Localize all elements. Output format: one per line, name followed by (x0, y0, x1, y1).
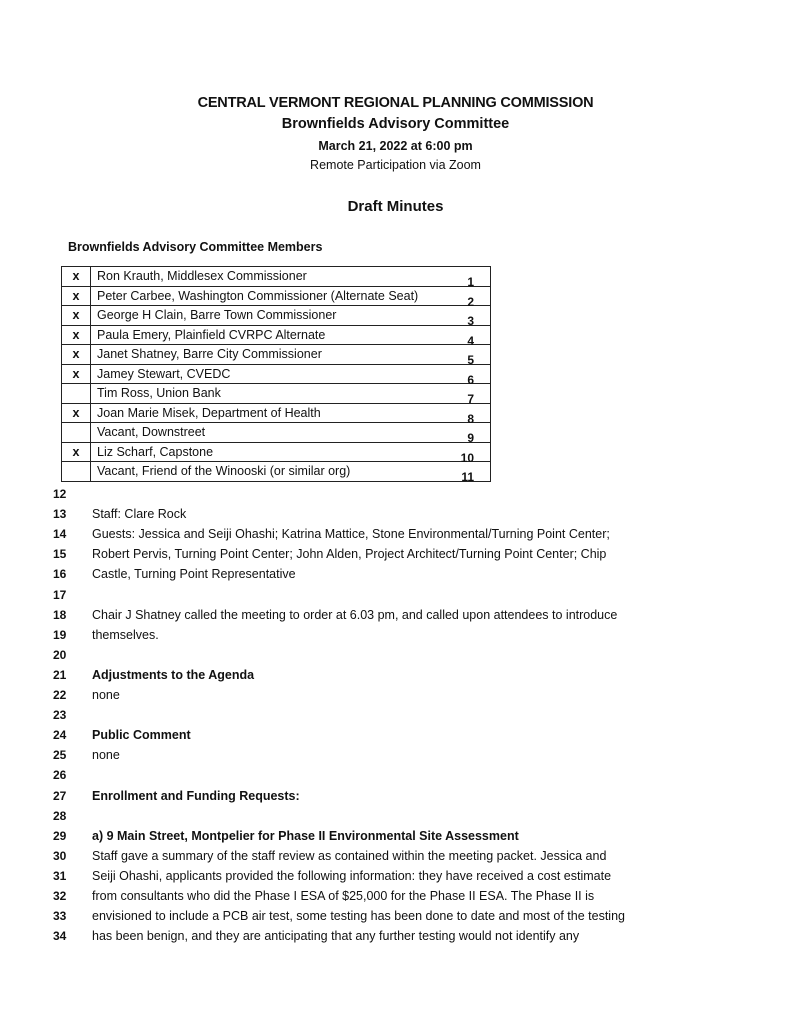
line-number: 29 (53, 828, 67, 843)
member-name: Vacant, Downstreet (97, 425, 206, 440)
text-line (0, 564, 791, 584)
section-heading-line (0, 725, 791, 745)
line-number: 11 (461, 470, 474, 484)
attendance-mark: x (62, 306, 91, 326)
text-line (0, 765, 791, 785)
line-number: 28 (53, 808, 67, 823)
member-name: Joan Marie Misek, Department of Health (97, 405, 321, 420)
text-line (0, 625, 791, 645)
text-line (0, 484, 791, 504)
line-number: 14 (53, 527, 67, 542)
member-cell (91, 462, 491, 482)
member-name: Janet Shatney, Barre City Commissioner (97, 347, 322, 362)
line-text: none (92, 688, 120, 702)
attendance-mark: x (62, 267, 91, 287)
text-line (0, 806, 791, 826)
attendance-mark: x (62, 286, 91, 306)
member-cell (91, 286, 491, 309)
attendance-mark: x (62, 364, 91, 384)
member-cell (91, 267, 491, 287)
section-heading-line (0, 786, 791, 806)
line-number: 2 (467, 294, 474, 309)
section-heading-line (0, 826, 791, 846)
table-row (62, 364, 491, 384)
member-name: Ron Krauth, Middlesex Commissioner (97, 269, 307, 284)
line-number: 22 (53, 688, 67, 702)
text-line (0, 685, 791, 705)
line-number: 27 (53, 788, 67, 803)
attendance-mark: x (62, 442, 91, 462)
line-number: 8 (467, 411, 474, 426)
line-number: 23 (53, 708, 67, 723)
line-number: 30 (53, 848, 67, 863)
table-row (62, 345, 491, 365)
table-row (62, 286, 491, 306)
line-number: 4 (467, 333, 474, 348)
member-name: Liz Scharf, Capstone (97, 444, 214, 459)
text-line (0, 524, 791, 544)
text-line (0, 745, 791, 765)
member-cell (91, 364, 491, 387)
attendance-mark (62, 423, 91, 443)
text-line (0, 544, 791, 564)
line-text: none (92, 748, 120, 763)
line-number: 24 (53, 728, 67, 743)
committee-title: Brownfields Advisory Committee (281, 116, 510, 132)
section-heading: a) 9 Main Street, Montpelier for Phase II Environmental Site Assessment (92, 828, 519, 843)
attendance-mark (62, 384, 91, 404)
member-cell (91, 325, 491, 348)
text-line (0, 926, 791, 946)
line-number: 5 (467, 353, 474, 367)
line-number: 17 (53, 587, 67, 602)
line-number: 33 (53, 909, 67, 924)
line-number: 7 (467, 392, 474, 406)
table-row (62, 325, 491, 345)
line-text: Staff gave a summary of the staff review as contained within the meeting packet. Jessica and (92, 848, 607, 863)
line-number: 6 (467, 372, 474, 387)
organization-title: CENTRAL VERMONT REGIONAL PLANNING COMMISSION (197, 95, 594, 111)
table-row (62, 306, 491, 326)
attendance-mark: x (62, 345, 91, 365)
line-number: 16 (53, 567, 67, 582)
member-cell (91, 423, 491, 443)
line-number: 32 (53, 889, 67, 903)
table-row (62, 442, 491, 462)
line-number: 9 (467, 431, 474, 445)
table-row (62, 267, 491, 287)
text-line (0, 846, 791, 866)
text-line (0, 886, 791, 906)
member-cell (91, 442, 491, 465)
line-text: has been benign, and they are anticipating that any further testing would not identify any (92, 929, 580, 944)
member-name: George H Clain, Barre Town Commissioner (97, 308, 337, 323)
line-number: 26 (53, 768, 67, 783)
line-number: 20 (53, 647, 67, 662)
line-number: 34 (53, 929, 67, 944)
text-line (0, 605, 791, 625)
line-number: 13 (53, 507, 67, 522)
member-cell (91, 403, 491, 426)
line-number: 21 (53, 667, 67, 682)
line-number: 25 (53, 748, 67, 763)
line-text: themselves. (92, 627, 159, 642)
text-line (0, 645, 791, 665)
line-text: Guests: Jessica and Seiji Ohashi; Katrina Mattice, Stone Environmental/Turning Point Center; (92, 527, 610, 542)
line-text: envisioned to include a PCB air test, some testing has been done to date and most of the testing (92, 909, 625, 924)
document-title: Draft Minutes (347, 198, 444, 215)
line-number: 10 (460, 450, 474, 465)
member-cell (91, 384, 491, 404)
line-text: Chair J Shatney called the meeting to order at 6.03 pm, and called upon attendees to introduce (92, 607, 618, 622)
section-heading-line (0, 665, 791, 685)
line-text: from consultants who did the Phase I ESA of $25,000 for the Phase II ESA. The Phase II is (92, 889, 595, 903)
line-number: 31 (53, 868, 67, 883)
member-name: Tim Ross, Union Bank (97, 386, 221, 401)
line-number: 19 (53, 627, 67, 642)
meeting-location: Remote Participation via Zoom (310, 158, 481, 172)
attendance-mark (62, 462, 91, 482)
section-heading: Public Comment (92, 728, 191, 743)
member-name: Jamey Stewart, CVEDC (97, 366, 231, 381)
member-name: Peter Carbee, Washington Commissioner (Alternate Seat) (97, 288, 419, 303)
meeting-date-time: March 21, 2022 at 6:00 pm (318, 139, 473, 153)
text-line (0, 504, 791, 524)
line-number: 15 (53, 547, 67, 562)
line-text: Staff: Clare Rock (92, 507, 187, 522)
line-number: 3 (467, 314, 474, 328)
member-name: Vacant, Friend of the Winooski (or similar org) (97, 464, 351, 479)
text-line (0, 585, 791, 605)
line-text: Robert Pervis, Turning Point Center; John Alden, Project Architect/Turning Point Center; Chip (92, 547, 607, 562)
section-heading: Adjustments to the Agenda (92, 667, 255, 682)
line-number: 12 (53, 487, 67, 501)
text-line (0, 866, 791, 886)
line-text: Castle, Turning Point Representative (92, 567, 296, 582)
section-heading: Enrollment and Funding Requests: (92, 788, 300, 803)
member-cell (91, 306, 491, 326)
line-number: 18 (53, 607, 67, 622)
member-cell (91, 345, 491, 365)
table-row (62, 384, 491, 404)
table-row (62, 403, 491, 423)
members-heading: Brownfields Advisory Committee Members (68, 240, 323, 254)
attendance-mark: x (62, 325, 91, 345)
line-text: Seiji Ohashi, applicants provided the following information: they have received a cost estimate (92, 868, 612, 883)
table-row (62, 462, 491, 482)
text-line (0, 705, 791, 725)
table-row (62, 423, 491, 443)
members-table (61, 266, 491, 482)
line-number: 1 (467, 275, 474, 289)
attendance-mark: x (62, 403, 91, 423)
member-name: Paula Emery, Plainfield CVRPC Alternate (97, 327, 326, 342)
text-line (0, 906, 791, 926)
